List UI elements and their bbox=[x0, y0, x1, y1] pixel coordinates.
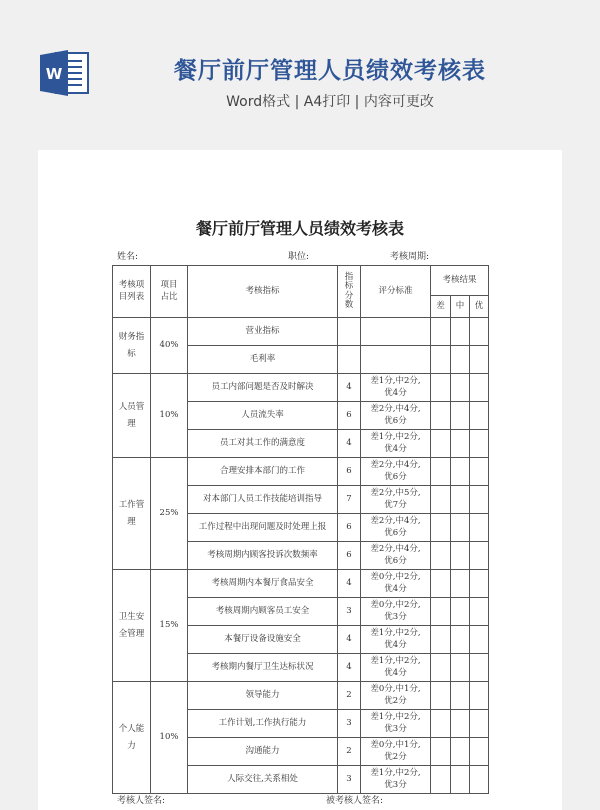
result-mid-cell[interactable] bbox=[451, 654, 470, 682]
result-mid-cell[interactable] bbox=[451, 738, 470, 766]
name-label: 姓名: bbox=[117, 252, 139, 262]
criteria-cell: 差1分,中2分,优3分 bbox=[361, 710, 431, 738]
table-row bbox=[113, 682, 489, 710]
result-poor-cell[interactable] bbox=[431, 318, 451, 346]
indicator-cell: 工作过程中出现问题及时处理上报 bbox=[188, 514, 338, 542]
score-cell: 4 bbox=[338, 626, 361, 654]
criteria-cell: 差1分,中2分,优4分 bbox=[361, 430, 431, 458]
header-criteria: 评分标准 bbox=[361, 266, 431, 318]
table-row bbox=[113, 570, 489, 598]
result-mid-cell[interactable] bbox=[451, 598, 470, 626]
result-good-cell[interactable] bbox=[470, 514, 489, 542]
result-good-cell[interactable] bbox=[470, 318, 489, 346]
word-icon bbox=[38, 47, 90, 99]
header-good: 优 bbox=[470, 296, 489, 318]
result-mid-cell[interactable] bbox=[451, 374, 470, 402]
indicator-cell: 合理安排本部门的工作 bbox=[188, 458, 338, 486]
result-poor-cell[interactable] bbox=[431, 458, 451, 486]
header-mid: 中 bbox=[451, 296, 470, 318]
result-mid-cell[interactable] bbox=[451, 626, 470, 654]
criteria-cell: 差0分,中1分,优2分 bbox=[361, 682, 431, 710]
result-mid-cell[interactable] bbox=[451, 570, 470, 598]
result-good-cell[interactable] bbox=[470, 486, 489, 514]
result-good-cell[interactable] bbox=[470, 542, 489, 570]
criteria-cell: 差2分,中4分,优6分 bbox=[361, 542, 431, 570]
result-poor-cell[interactable] bbox=[431, 766, 451, 794]
header-result: 考核结果 bbox=[431, 266, 489, 296]
header-ratio: 项目占比 bbox=[151, 266, 188, 318]
criteria-cell bbox=[361, 318, 431, 346]
category-cell: 卫生安全管理 bbox=[113, 570, 151, 682]
result-good-cell[interactable] bbox=[470, 570, 489, 598]
result-mid-cell[interactable] bbox=[451, 430, 470, 458]
score-cell bbox=[338, 346, 361, 374]
result-mid-cell[interactable] bbox=[451, 766, 470, 794]
svg-text:W: W bbox=[45, 65, 63, 83]
result-good-cell[interactable] bbox=[470, 654, 489, 682]
assessor-signature-label: 考核人签名: bbox=[117, 796, 166, 806]
result-poor-cell[interactable] bbox=[431, 570, 451, 598]
result-mid-cell[interactable] bbox=[451, 318, 470, 346]
result-mid-cell[interactable] bbox=[451, 710, 470, 738]
score-cell: 3 bbox=[338, 766, 361, 794]
score-cell bbox=[338, 318, 361, 346]
criteria-cell: 差1分,中2分,优4分 bbox=[361, 626, 431, 654]
criteria-cell: 差1分,中2分,优3分 bbox=[361, 766, 431, 794]
result-poor-cell[interactable] bbox=[431, 374, 451, 402]
criteria-cell: 差0分,中2分,优3分 bbox=[361, 598, 431, 626]
criteria-cell: 差1分,中2分,优4分 bbox=[361, 374, 431, 402]
category-cell: 财务指标 bbox=[113, 318, 151, 374]
result-mid-cell[interactable] bbox=[451, 458, 470, 486]
result-mid-cell[interactable] bbox=[451, 402, 470, 430]
ratio-cell: 10% bbox=[151, 682, 188, 794]
document-title: 餐厅前厅管理人员绩效考核表 bbox=[195, 219, 404, 238]
result-good-cell[interactable] bbox=[470, 374, 489, 402]
result-poor-cell[interactable] bbox=[431, 542, 451, 570]
result-poor-cell[interactable] bbox=[431, 682, 451, 710]
header-indicator: 考核指标 bbox=[188, 266, 338, 318]
criteria-cell: 差2分,中4分,优6分 bbox=[361, 458, 431, 486]
score-cell: 4 bbox=[338, 654, 361, 682]
result-poor-cell[interactable] bbox=[431, 654, 451, 682]
result-poor-cell[interactable] bbox=[431, 430, 451, 458]
result-good-cell[interactable] bbox=[470, 766, 489, 794]
table-row bbox=[113, 374, 489, 402]
score-cell: 4 bbox=[338, 570, 361, 598]
indicator-cell: 沟通能力 bbox=[188, 738, 338, 766]
indicator-cell: 本餐厅设备设施安全 bbox=[188, 626, 338, 654]
result-poor-cell[interactable] bbox=[431, 402, 451, 430]
indicator-cell: 人员流失率 bbox=[188, 402, 338, 430]
result-good-cell[interactable] bbox=[470, 626, 489, 654]
result-mid-cell[interactable] bbox=[451, 486, 470, 514]
period-label: 考核周期: bbox=[390, 252, 430, 262]
table-row bbox=[113, 458, 489, 486]
category-cell: 工作管理 bbox=[113, 458, 151, 570]
banner-subtitle: Word格式 | A4打印 | 内容可更改 bbox=[226, 94, 434, 110]
position-label: 职位: bbox=[288, 252, 310, 262]
criteria-cell: 差2分,中4分,优6分 bbox=[361, 402, 431, 430]
assessment-table bbox=[112, 265, 489, 794]
criteria-cell bbox=[361, 346, 431, 374]
ratio-cell: 15% bbox=[151, 570, 188, 682]
indicator-cell: 员工对其工作的满意度 bbox=[188, 430, 338, 458]
result-poor-cell[interactable] bbox=[431, 346, 451, 374]
indicator-cell: 考核周期内顾客投诉次数频率 bbox=[188, 542, 338, 570]
result-poor-cell[interactable] bbox=[431, 486, 451, 514]
result-good-cell[interactable] bbox=[470, 682, 489, 710]
criteria-cell: 差2分,中4分,优6分 bbox=[361, 514, 431, 542]
score-cell: 6 bbox=[338, 458, 361, 486]
indicator-cell: 领导能力 bbox=[188, 682, 338, 710]
score-cell: 2 bbox=[338, 738, 361, 766]
result-good-cell[interactable] bbox=[470, 458, 489, 486]
indicator-cell: 考核周期内顾客员工安全 bbox=[188, 598, 338, 626]
result-good-cell[interactable] bbox=[470, 346, 489, 374]
ratio-cell: 25% bbox=[151, 458, 188, 570]
header-poor: 差 bbox=[431, 296, 451, 318]
table-row bbox=[113, 318, 489, 346]
score-cell: 7 bbox=[338, 486, 361, 514]
score-cell: 4 bbox=[338, 430, 361, 458]
criteria-cell: 差1分,中2分,优4分 bbox=[361, 654, 431, 682]
score-cell: 6 bbox=[338, 514, 361, 542]
score-cell: 2 bbox=[338, 682, 361, 710]
result-mid-cell[interactable] bbox=[451, 346, 470, 374]
result-mid-cell[interactable] bbox=[451, 542, 470, 570]
header-score: 指标分数 bbox=[338, 266, 361, 318]
score-cell: 3 bbox=[338, 598, 361, 626]
result-good-cell[interactable] bbox=[470, 710, 489, 738]
indicator-cell: 对本部门人员工作技能培训指导 bbox=[188, 486, 338, 514]
result-mid-cell[interactable] bbox=[451, 682, 470, 710]
indicator-cell: 营业指标 bbox=[188, 318, 338, 346]
banner-title: 餐厅前厅管理人员绩效考核表 bbox=[174, 58, 486, 84]
result-poor-cell[interactable] bbox=[431, 626, 451, 654]
indicator-cell: 人际交往,关系相处 bbox=[188, 766, 338, 794]
document-page bbox=[38, 150, 562, 810]
result-good-cell[interactable] bbox=[470, 598, 489, 626]
score-cell: 6 bbox=[338, 402, 361, 430]
indicator-cell: 考核周期内本餐厅食品安全 bbox=[188, 570, 338, 598]
result-good-cell[interactable] bbox=[470, 402, 489, 430]
result-good-cell[interactable] bbox=[470, 430, 489, 458]
score-cell: 4 bbox=[338, 374, 361, 402]
ratio-cell: 40% bbox=[151, 318, 188, 374]
indicator-cell: 工作计划,工作执行能力 bbox=[188, 710, 338, 738]
result-poor-cell[interactable] bbox=[431, 710, 451, 738]
score-cell: 3 bbox=[338, 710, 361, 738]
criteria-cell: 差2分,中5分,优7分 bbox=[361, 486, 431, 514]
criteria-cell: 差0分,中2分,优4分 bbox=[361, 570, 431, 598]
result-poor-cell[interactable] bbox=[431, 514, 451, 542]
ratio-cell: 10% bbox=[151, 374, 188, 458]
indicator-cell: 员工内部问题是否及时解决 bbox=[188, 374, 338, 402]
category-cell: 人员管理 bbox=[113, 374, 151, 458]
result-poor-cell[interactable] bbox=[431, 598, 451, 626]
result-good-cell[interactable] bbox=[470, 738, 489, 766]
criteria-cell: 差0分,中1分,优2分 bbox=[361, 738, 431, 766]
indicator-cell: 毛利率 bbox=[188, 346, 338, 374]
header-category: 考核项目列表 bbox=[113, 266, 151, 318]
indicator-cell: 考核期内餐厅卫生达标状况 bbox=[188, 654, 338, 682]
result-poor-cell[interactable] bbox=[431, 738, 451, 766]
score-cell: 6 bbox=[338, 542, 361, 570]
category-cell: 个人能力 bbox=[113, 682, 151, 794]
result-mid-cell[interactable] bbox=[451, 514, 470, 542]
assessee-signature-label: 被考核人签名: bbox=[326, 796, 384, 806]
